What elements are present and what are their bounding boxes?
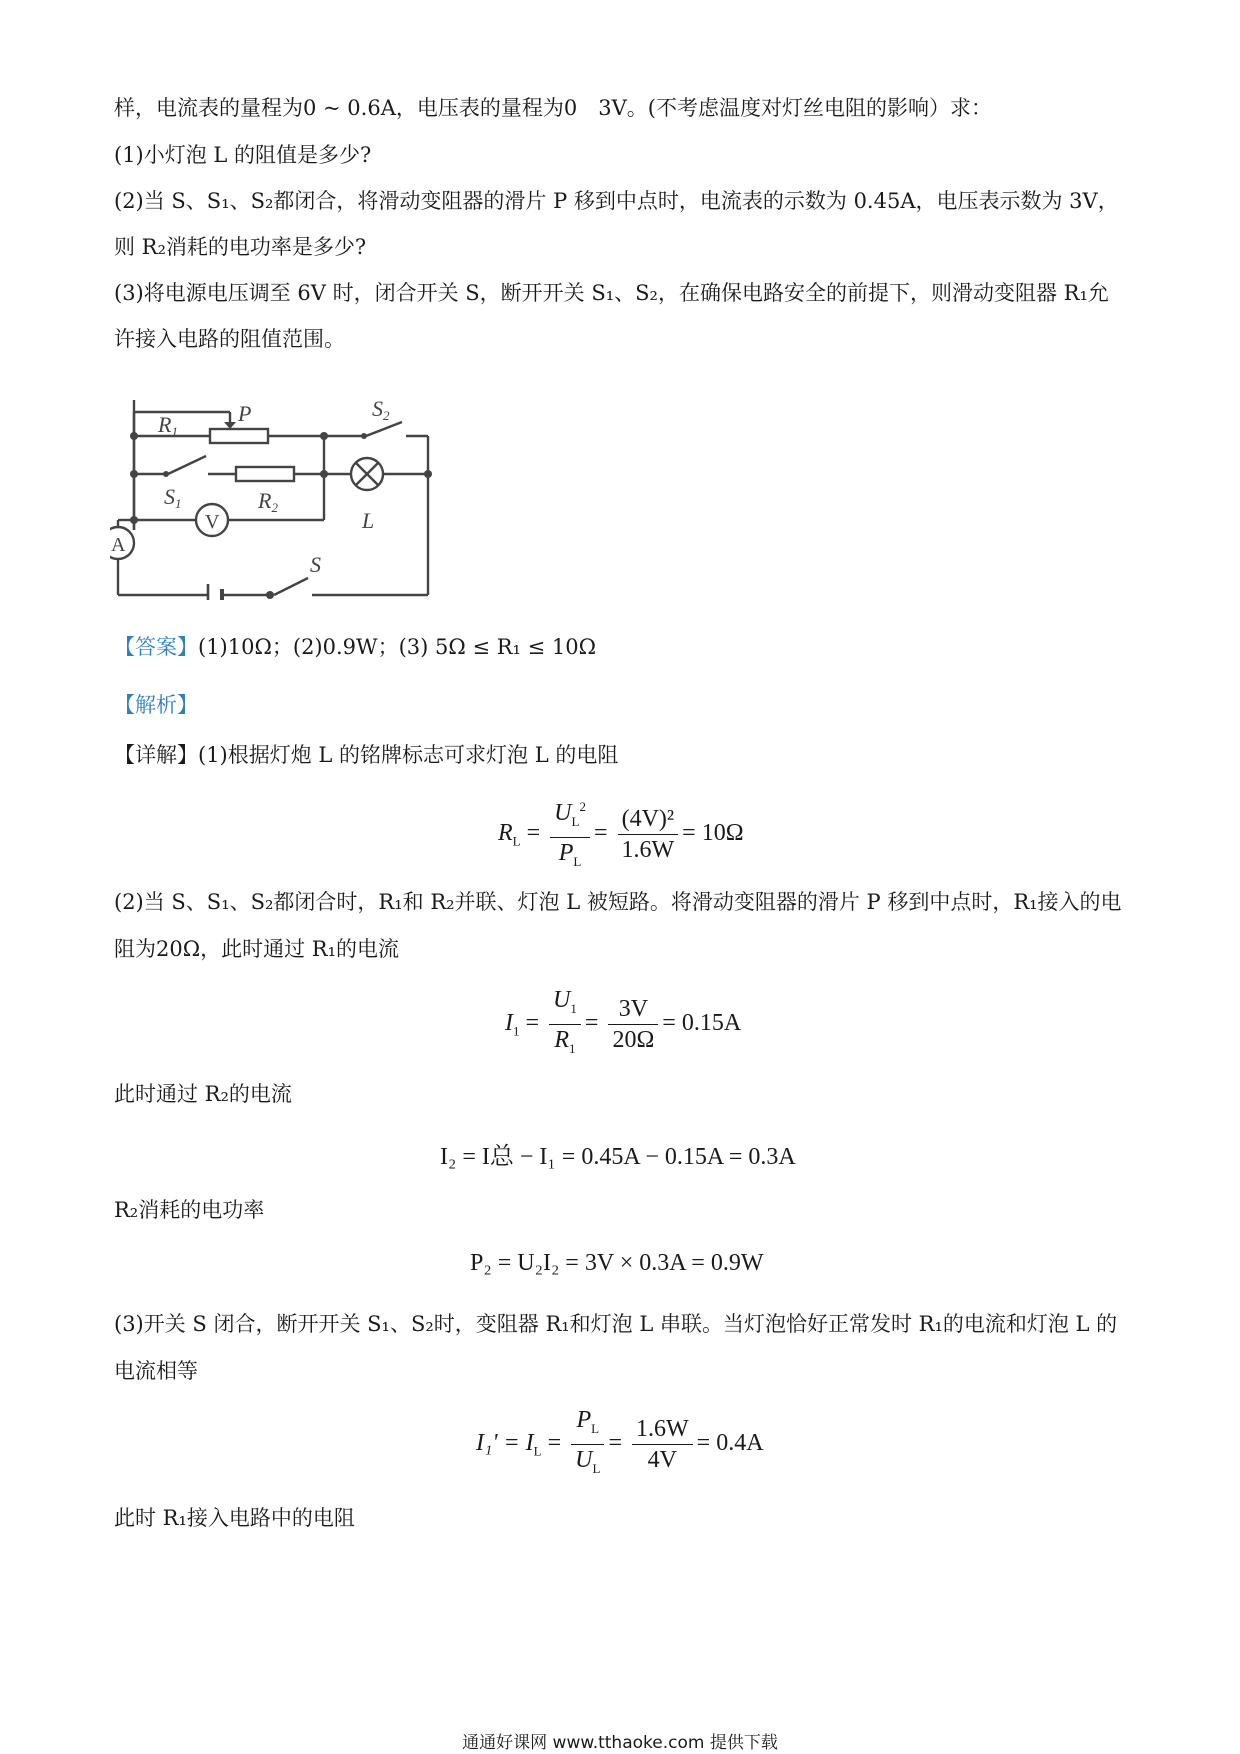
formula-power-r2: P₂ = U₂I₂ = 3V × 0.3A = 0.9W <box>470 1250 764 1276</box>
formula-lamp-resistance: $R_L$ = $\frac{U_L^2}{P_L}$ = $\frac{\text{(4V)²}}{1.6W}$ = 10Ω <box>498 792 744 877</box>
question-part-2-cont: 则 R₂消耗的电功率是多少? <box>114 235 367 259</box>
question-part-1: (1)小灯泡 L 的阻值是多少? <box>114 143 372 167</box>
footer-credit: 通通好课网 www.tthaoke.com 提供下载 <box>462 1733 778 1753</box>
answer-text: (1)10Ω；(2)0.9W；(3) 5Ω ≤ R₁ ≤ 10Ω <box>198 635 597 659</box>
formula-current-r1: $I_1$ = $\frac{U_1}{R_1}$ = $\frac{3V}{20\Omega}$ = 0.15A <box>505 987 742 1056</box>
formula-current-r2: I₂ = I总 − I₁ = 0.45A − 0.15A = 0.3A <box>440 1144 796 1170</box>
question-part-3: (3)将电源电压调至 6V 时，闭合开关 S，断开开关 S₁、S₂，在确保电路安全的前提下，则滑动变阻器 R₁允 <box>114 281 1109 305</box>
label-r1: R1 <box>158 412 178 439</box>
label-p: P <box>238 401 252 426</box>
analysis-tag: 【解析】 <box>114 693 198 717</box>
circuit-diagram <box>110 400 440 600</box>
answer-line <box>114 633 596 661</box>
label-r2: R2 <box>258 488 278 515</box>
label-s: S <box>310 552 321 577</box>
answer-tag: 【答案】 <box>114 635 198 659</box>
detail-power-r2: R₂消耗的电功率 <box>114 1198 265 1222</box>
label-voltmeter: V <box>205 511 220 533</box>
label-ammeter: A <box>111 534 126 556</box>
label-s1: S1 <box>164 484 182 511</box>
detail-resistance-r1: 此时 R₁接入电路中的电阻 <box>114 1506 355 1530</box>
detail-part-3b: 电流相等 <box>114 1359 198 1383</box>
formula-current-lamp: $I_1' = I_L$ = $\frac{P_L}{U_L}$ = $\frac{1.6W}{4V}$ = 0.4A <box>476 1407 764 1476</box>
detail-part-2a: (2)当 S、S₁、S₂都闭合时，R₁和 R₂并联、灯泡 L 被短路。将滑动变阻器的滑片 P 移到中点时，R₁接入的电 <box>114 890 1122 914</box>
detail-current-r2: 此时通过 R₂的电流 <box>114 1082 292 1106</box>
question-part-2: (2)当 S、S₁、S₂都闭合，将滑动变阻器的滑片 P 移到中点时，电流表的示数为 0.45A，电压表示数为 3V， <box>114 189 1119 213</box>
label-l: L <box>362 508 375 533</box>
detail-part-2b: 阻为20Ω，此时通过 R₁的电流 <box>114 937 400 961</box>
label-s2: S2 <box>372 400 390 423</box>
question-line-1: 样，电流表的量程为0 ~ 0.6A，电压表的量程为0 3V。(不考虑温度对灯丝电阻的影响）求： <box>114 96 992 120</box>
detail-part-1: 【详解】(1)根据灯炮 L 的铭牌标志可求灯泡 L 的电阻 <box>114 743 619 767</box>
question-part-3-cont: 许接入电路的阻值范围。 <box>114 327 345 351</box>
detail-part-3a: (3)开关 S 闭合，断开开关 S₁、S₂时，变阻器 R₁和灯泡 L 串联。当灯泡恰好正常发时 R₁的电流和灯泡 L 的 <box>114 1312 1118 1336</box>
